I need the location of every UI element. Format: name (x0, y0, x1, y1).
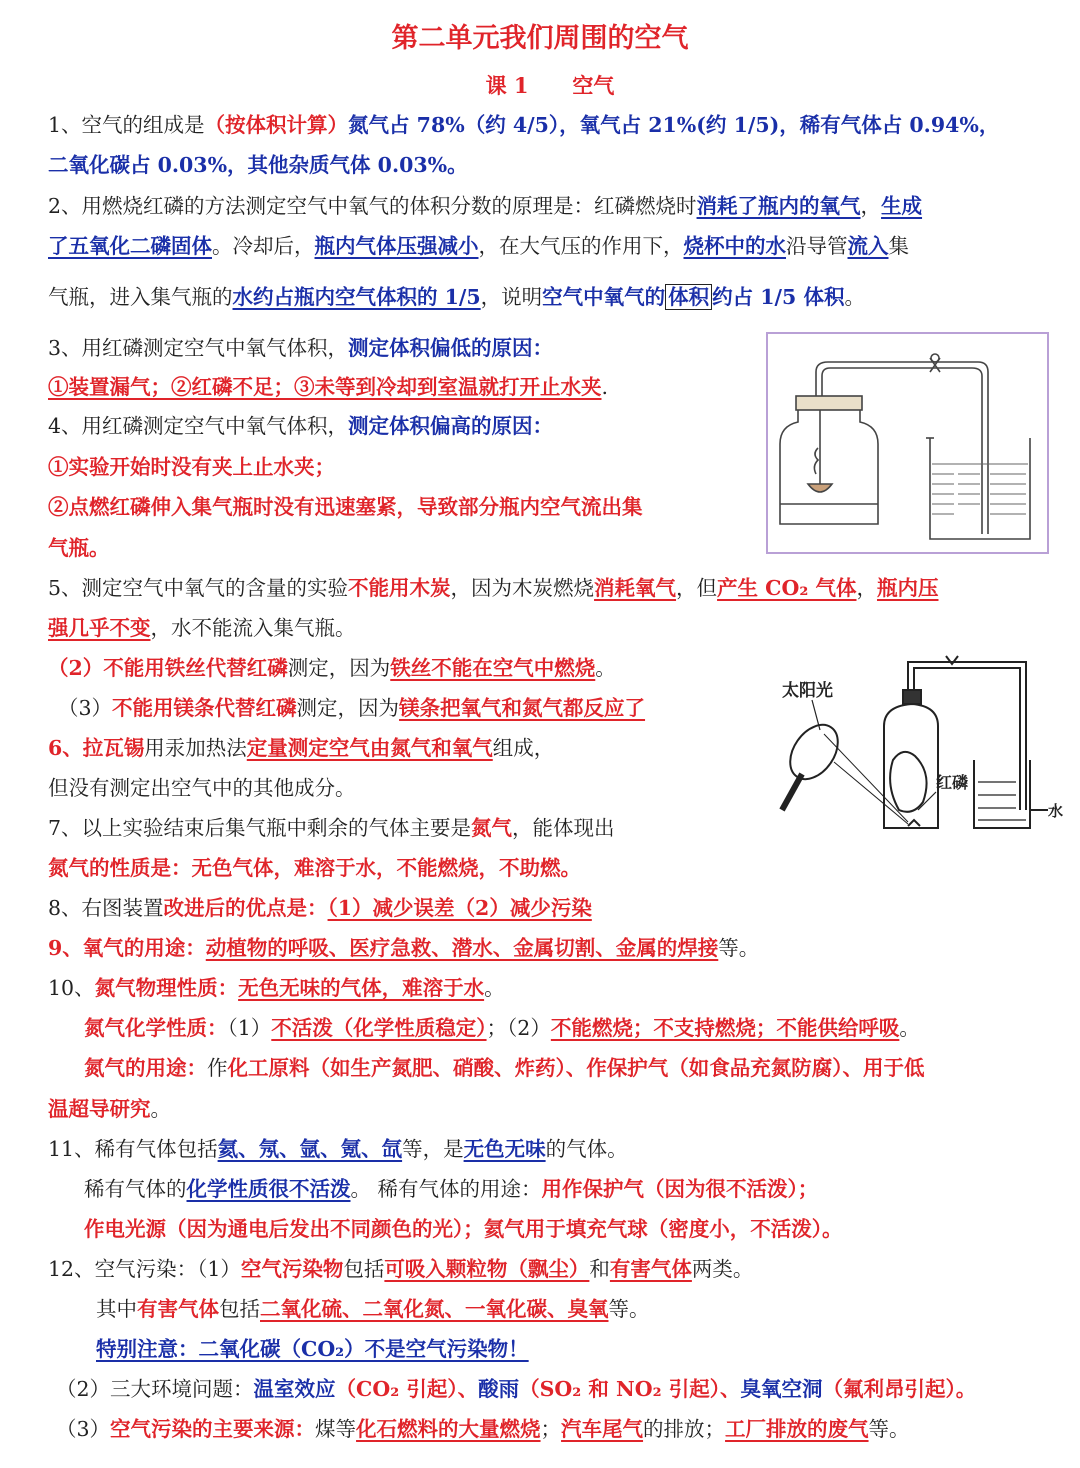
text-segment: ； (540, 1417, 562, 1441)
text-segment: 的气体。 (545, 1137, 628, 1161)
text-segment: 了五氧化二磷固体 (48, 234, 212, 258)
text-line (48, 973, 505, 1003)
text-segment: 和 (589, 1257, 610, 1281)
text-segment: 动植物的呼吸、医疗急救、潜水、金属切割、金属的焊接 (205, 936, 719, 960)
text-line (48, 411, 553, 441)
text-segment: 二氧化硫、二氧化氮、一氧化碳、臭氧 (260, 1297, 609, 1321)
text-segment: 7、以上实验结束后集气瓶中剩余的气体主要是 (48, 816, 472, 840)
text-segment: 。 (595, 656, 616, 680)
text-line (48, 533, 110, 563)
text-line (48, 813, 615, 843)
text-segment: 。 (484, 976, 505, 1000)
text-segment: 汽车尾气 (561, 1417, 644, 1441)
text-line (48, 653, 616, 683)
text-line (48, 372, 608, 402)
text-segment: 稀有气体的 (84, 1177, 187, 1201)
text-segment: （1） (227, 1016, 272, 1040)
text-segment: （2）三大环境问题： (56, 1377, 254, 1401)
text-segment: ①装置漏气；②红磷不足；③未等到冷却到室温就打开止水夹 (48, 375, 602, 399)
text-segment: . (601, 375, 609, 399)
text-segment: 氮气 (471, 816, 513, 840)
text-line (48, 733, 554, 763)
text-segment: 空气中氧气的 (542, 285, 666, 309)
sunlight-label: 太阳光 (782, 681, 833, 701)
text-segment: （3） (56, 1417, 111, 1441)
text-segment: 11、稀有气体包括 (48, 1137, 218, 1161)
text-segment: 可吸入颗粒物（飘尘） (384, 1257, 590, 1281)
text-segment: 生成 (881, 194, 923, 218)
text-segment: 水约占瓶内空气体积的 1/5 (232, 285, 481, 309)
text-segment: 化工原料（如生产氮肥、硝酸、炸药）、作保护气（如食品充氮防腐）、用于低 (227, 1056, 925, 1080)
text-segment: 有害气体 (609, 1257, 692, 1281)
text-segment: 体积 (665, 284, 712, 310)
text-segment: 4、用红磷测定空气中氧气体积， (48, 414, 349, 438)
text-segment: 定量测定空气由氮气和氧气 (246, 736, 493, 760)
text-segment: 流入 (847, 234, 889, 258)
text-segment: 不能燃烧；不支持燃烧；不能供给呼吸 (550, 1016, 900, 1040)
text-segment: 等。 (718, 936, 760, 960)
text-segment: ，因为木炭燃烧 (450, 576, 595, 600)
text-line (56, 1374, 976, 1404)
text-segment: （CO₂ 引起）、 (335, 1377, 479, 1401)
text-segment: 。 (150, 1097, 171, 1121)
text-segment: 氮气的用途： (84, 1056, 207, 1080)
text-segment: 氮气占 78%（约 4/5），氧气占 21%(约 1/5)，稀有气体占 0.94%， (348, 113, 1000, 137)
text-segment: 氮气物理性质： (94, 976, 239, 1000)
text-line (48, 231, 909, 261)
lesson-number: 课 1 (485, 73, 529, 98)
text-segment: 烧杯中的水 (683, 234, 786, 258)
text-segment: 二氧化碳占 0.03%，其他杂质气体 0.03%。 (48, 153, 468, 177)
text-line (48, 492, 643, 522)
lesson-heading (0, 70, 1080, 100)
text-line (48, 110, 999, 140)
text-segment: 酸雨 (478, 1377, 520, 1401)
text-segment: 两类。 (691, 1257, 754, 1281)
text-segment: 改进后的优点是： (163, 896, 328, 920)
text-segment: 包括 (343, 1257, 385, 1281)
text-line (48, 893, 592, 923)
text-segment: ，水不能流入集气瓶。 (150, 616, 356, 640)
text-segment: 用汞加热法 (144, 736, 247, 760)
text-segment: 。 (899, 1016, 920, 1040)
text-line (48, 573, 938, 603)
text-line (48, 853, 581, 883)
text-segment: 作电光源（因为通电后发出不同颜色的光）；氦气用于填充气球（密度小，不活泼）。 (84, 1217, 843, 1241)
text-segment: 不能用木炭 (348, 576, 451, 600)
text-segment: 8、右图装置 (48, 896, 164, 920)
text-segment: ，能体现出 (512, 816, 615, 840)
text-segment: 包括 (219, 1297, 260, 1321)
sunlight-apparatus-figure (768, 650, 1068, 840)
text-segment: 约占 1/5 体积 (712, 285, 845, 309)
text-segment: ， (856, 576, 877, 600)
text-line (48, 1094, 171, 1124)
phosphorus-label: 红磷 (936, 773, 969, 792)
text-line (84, 1013, 920, 1043)
text-line (96, 1334, 529, 1364)
text-segment: 9、氧气的用途： (48, 936, 206, 960)
text-line (48, 191, 922, 221)
text-segment: 氮气化学性质： (84, 1016, 228, 1040)
text-line (84, 1174, 818, 1204)
text-segment: 。 稀有气体的用途： (350, 1177, 542, 1201)
text-segment: 集 (888, 234, 909, 258)
apparatus-drawing-1 (768, 334, 1046, 551)
text-segment: 瓶内压 (876, 576, 939, 600)
text-segment: 用作保护气（因为很不活泼）； (541, 1177, 819, 1201)
text-line (48, 773, 356, 803)
text-segment: 煤等 (315, 1417, 357, 1441)
text-segment: 不能用镁条代替红磷 (112, 696, 297, 720)
text-segment: ， (860, 194, 882, 218)
text-segment: 工厂排放的废气 (725, 1417, 869, 1441)
text-segment: 等。 (608, 1297, 650, 1321)
text-line (96, 1294, 650, 1324)
text-segment: 沿导管 (786, 234, 848, 258)
text-segment: 12、空气污染：（1） (48, 1257, 241, 1281)
text-segment: 组成， (492, 736, 555, 760)
text-line (84, 1053, 925, 1083)
text-segment: 无色无味 (463, 1137, 546, 1161)
text-line (48, 933, 759, 963)
text-segment: 1、空气的组成是 (48, 113, 205, 137)
text-segment: 作 (207, 1056, 228, 1080)
text-segment: ，在大气压的作用下， (478, 234, 684, 258)
text-segment: 氮气的性质是：无色气体，难溶于水，不能燃烧，不助燃。 (48, 856, 581, 880)
text-segment: （按体积计算） (204, 113, 349, 137)
text-segment: 无色无味的气体，难溶于水 (238, 976, 485, 1000)
text-segment: 空气污染物 (240, 1257, 344, 1281)
text-segment: 等，是 (402, 1137, 464, 1161)
text-segment: 但没有测定出空气中的其他成分。 (48, 776, 356, 800)
apparatus-drawing-2 (768, 650, 1068, 840)
text-segment: （2）不能用铁丝代替红磷 (48, 656, 288, 680)
text-segment: 等。 (868, 1417, 910, 1441)
text-segment: 测定体积偏低的原因： (348, 336, 554, 360)
text-segment: 化学性质很不活泼 (186, 1177, 351, 1201)
text-segment: 测定，因为 (296, 696, 400, 720)
text-segment: 产生 CO₂ 气体 (717, 576, 857, 600)
text-segment: ②点燃红磷伸入集气瓶时没有迅速塞紧，导致部分瓶内空气流出集 (48, 495, 643, 519)
text-segment: 测定，因为 (287, 656, 391, 680)
text-segment: 。冷却后， (212, 234, 315, 258)
text-line (48, 333, 553, 363)
text-segment: 。 (844, 285, 865, 309)
text-segment: 空气污染的主要来源： (110, 1417, 316, 1441)
text-line (48, 282, 865, 312)
text-segment: 的排放； (643, 1417, 726, 1441)
text-segment: 不活泼（化学性质稳定） (271, 1016, 487, 1040)
text-segment: 2、用燃烧红磷的方法测定空气中氧气的体积分数的原理是：红磷燃烧时 (48, 194, 697, 218)
water-label: 水 (1048, 802, 1064, 820)
text-segment: 铁丝不能在空气中燃烧 (390, 656, 596, 680)
text-segment: 5、测定空气中氧气的含量的实验 (48, 576, 349, 600)
text-segment: （3） (58, 696, 113, 720)
text-segment: 气瓶。 (48, 536, 110, 560)
text-line (48, 150, 468, 180)
text-segment: （1）减少误差（2）减少污染 (327, 896, 592, 920)
text-segment: 其中 (96, 1297, 137, 1321)
text-line (48, 613, 356, 643)
text-line (58, 693, 645, 723)
text-segment: 氦、氖、氩、氪、氙 (217, 1137, 403, 1161)
phosphorus-apparatus-figure (766, 332, 1049, 554)
text-segment: 消耗了瓶内的氧气 (696, 194, 861, 218)
text-segment: 瓶内气体压强减小 (314, 234, 479, 258)
text-segment: 3、用红磷测定空气中氧气体积， (48, 336, 349, 360)
text-line (48, 452, 335, 482)
page-title: 第二单元我们周围的空气 (391, 23, 689, 54)
text-segment: 消耗氧气 (594, 576, 677, 600)
text-line (48, 1134, 628, 1164)
text-segment: （氟利昂引起）。 (822, 1377, 977, 1401)
text-segment: 测定体积偏高的原因： (348, 414, 554, 438)
text-segment: 有害气体 (137, 1297, 219, 1321)
lesson-topic: 空气 (572, 73, 615, 98)
text-line (84, 1214, 843, 1244)
text-segment: 温室效应 (253, 1377, 336, 1401)
text-segment: 臭氧空洞 (740, 1377, 823, 1401)
text-segment: 特别注意：二氧化碳（CO₂）不是空气污染物！ (96, 1337, 529, 1361)
text-segment: 强几乎不变 (48, 616, 151, 640)
text-segment: ，但 (676, 576, 718, 600)
text-segment: 温超导研究 (48, 1097, 151, 1121)
text-segment: ，说明 (480, 285, 543, 309)
text-segment: ；（2） (486, 1016, 551, 1040)
text-segment: 气瓶，进入集气瓶的 (48, 285, 233, 309)
text-segment: ①实验开始时没有夹上止水夹； (48, 455, 335, 479)
text-segment: （SO₂ 和 NO₂ 引起）、 (519, 1377, 741, 1401)
text-line (48, 1254, 753, 1284)
text-segment: 镁条把氧气和氮气都反应了 (399, 696, 646, 720)
text-line (56, 1414, 910, 1444)
text-segment: 化石燃料的大量燃烧 (356, 1417, 541, 1441)
text-segment: 10、 (48, 976, 95, 1000)
text-segment: 6、拉瓦锡 (48, 736, 145, 760)
